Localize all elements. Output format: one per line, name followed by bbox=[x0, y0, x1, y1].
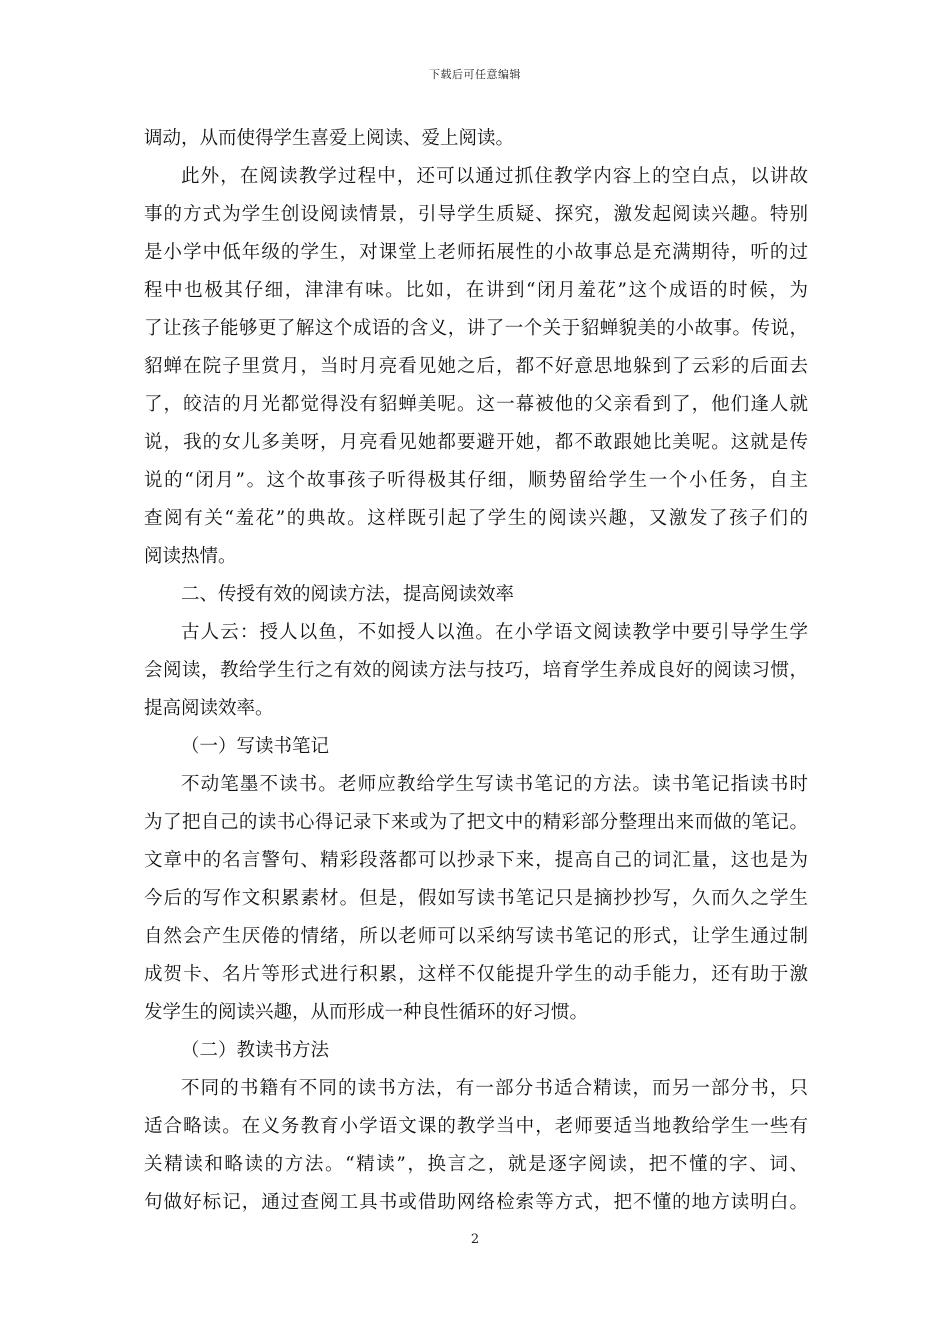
text-line: 成贺卡、名片等形式进行积累，这样不仅能提升学生的动手能力，还有助于激 bbox=[144, 964, 808, 985]
paragraph-first-line: 不动笔墨不读书。老师应教给学生写读书笔记的方法。读书笔记指读书时 bbox=[181, 774, 808, 795]
document-body bbox=[144, 120, 808, 1222]
text-line: 查阅有关“羞花”的典故。这样既引起了学生的阅读兴趣，又激发了孩子们的 bbox=[144, 508, 808, 529]
paragraph-first-line: 不同的书籍有不同的读书方法，有一部分书适合精读，而另一部分书，只 bbox=[181, 1078, 808, 1099]
text-line: 句做好标记，通过查阅工具书或借助网络检索等方式，把不懂的地方读明白。 bbox=[144, 1192, 808, 1213]
text-line: 会阅读，教给学生行之有效的阅读方法与技巧，培育学生养成良好的阅读习惯， bbox=[144, 660, 808, 681]
subsection-heading: （二）教读书方法 bbox=[181, 1040, 330, 1061]
paragraph-first-line: 古人云：授人以鱼，不如授人以渔。在小学语文阅读教学中要引导学生学 bbox=[181, 622, 808, 643]
text-line: 了让孩子能够更了解这个成语的含义，讲了一个关于貂蝉貌美的小故事。传说， bbox=[144, 318, 808, 339]
page-number: 2 bbox=[470, 1232, 480, 1247]
text-line: 关精读和略读的方法。“精读”，换言之，就是逐字阅读，把不懂的字、词、 bbox=[144, 1154, 808, 1175]
text-line: 阅读热情。 bbox=[144, 546, 237, 567]
text-line: 说，我的女儿多美呀，月亮看见她都要避开她，都不敢跟她比美呢。这就是传 bbox=[144, 432, 808, 453]
text-line: 今后的写作文积累素材。但是，假如写读书笔记只是摘抄抄写，久而久之学生 bbox=[144, 888, 808, 909]
text-line: 适合略读。在义务教育小学语文课的教学当中，老师要适当地教给学生一些有 bbox=[144, 1116, 808, 1137]
text-line: 貂蝉在院子里赏月，当时月亮看见她之后，都不好意思地躲到了云彩的后面去 bbox=[144, 356, 808, 377]
text-line: 了，皎洁的月光都觉得没有貂蝉美呢。这一幕被他的父亲看到了，他们逢人就 bbox=[144, 394, 808, 415]
paragraph-first-line: 此外，在阅读教学过程中，还可以通过抓住教学内容上的空白点，以讲故 bbox=[181, 166, 808, 187]
page-header: 下载后可任意编辑 bbox=[429, 68, 521, 81]
text-line: 提高阅读效率。 bbox=[144, 698, 274, 719]
text-line: 程中也极其仔细，津津有味。比如，在讲到“闭月羞花”这个成语的时候，为 bbox=[144, 280, 808, 301]
text-line: 是小学中低年级的学生，对课堂上老师拓展性的小故事总是充满期待，听的过 bbox=[144, 242, 808, 263]
text-line: 自然会产生厌倦的情绪，所以老师可以采纳写读书笔记的形式，让学生通过制 bbox=[144, 926, 808, 947]
text-line: 发学生的阅读兴趣，从而形成一种良性循环的好习惯。 bbox=[144, 1002, 589, 1023]
text-line: 事的方式为学生创设阅读情景，引导学生质疑、探究，激发起阅读兴趣。特别 bbox=[144, 204, 808, 225]
text-line: 文章中的名言警句、精彩段落都可以抄录下来，提高自己的词汇量，这也是为 bbox=[144, 850, 808, 871]
subsection-heading: （一）写读书笔记 bbox=[181, 736, 330, 757]
text-line: 为了把自己的读书心得记录下来或为了把文中的精彩部分整理出来而做的笔记。 bbox=[144, 812, 808, 833]
section-heading: 二、传授有效的阅读方法，提高阅读效率 bbox=[181, 584, 515, 605]
text-line: 调动，从而使得学生喜爱上阅读、爱上阅读。 bbox=[144, 128, 515, 149]
text-line: 说的“闭月”。这个故事孩子听得极其仔细，顺势留给学生一个小任务，自主 bbox=[144, 470, 808, 491]
